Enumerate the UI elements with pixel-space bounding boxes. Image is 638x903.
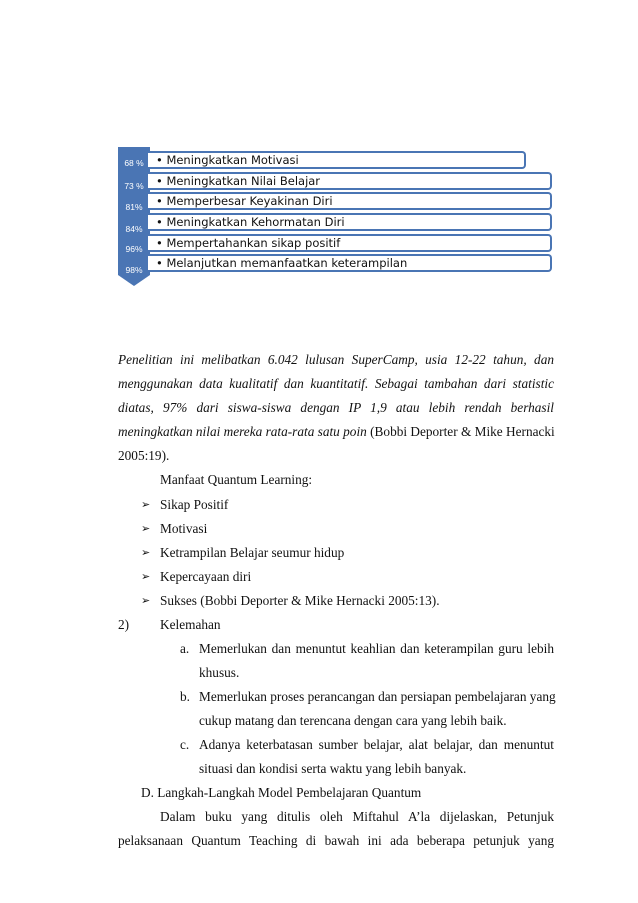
weakness-item-line: cukup matang dan terencana dengan cara yang lebih baik. [199, 713, 507, 728]
weakness-item-line: Memerlukan proses perancangan dan persiapan pembelajaran yang [199, 689, 556, 704]
benefit-item-text: Kepercayaan diri [160, 569, 252, 584]
section-heading: D. Langkah-Langkah Model Pembelajaran Quantum [141, 785, 422, 800]
diagram-row [148, 254, 552, 272]
percentage-label: 81% [125, 202, 143, 212]
diagram-row [148, 213, 552, 231]
benefit-item-text: Motivasi [160, 521, 208, 536]
weakness-item-line: Memerlukan dan menuntut keahlian dan keterampilan guru lebih [199, 641, 554, 656]
weakness-item-line: Adanya keterbatasan sumber belajar, alat belajar, dan menuntut [199, 737, 554, 752]
weakness-item-line: khusus. [199, 665, 240, 680]
diagram-row [148, 234, 552, 252]
diagram-row [148, 151, 526, 169]
benefit-item-text: Ketrampilan Belajar seumur hidup [160, 545, 345, 560]
diagram-row [148, 172, 552, 190]
percentage-bar-arrow [118, 275, 150, 286]
paragraph-line: pelaksanaan Quantum Teaching di bawah ini ada beberapa petunjuk yang [118, 833, 554, 848]
arrow-bullet-icon: ➢ [141, 546, 151, 559]
citation-text: (Bobbi Deporter & Mike Hernacki [366, 424, 555, 439]
benefits-heading: Manfaat Quantum Learning: [160, 472, 313, 487]
percentage-label: 96% [125, 244, 143, 254]
weakness-number: 2) [118, 617, 130, 632]
list-marker: a. [180, 641, 190, 656]
diagram-row-label: • Meningkatkan Kehormatan Diri [156, 215, 345, 229]
paragraph-line: 2005:19). [118, 448, 170, 463]
arrow-bullet-icon: ➢ [141, 570, 151, 583]
arrow-bullet-icon: ➢ [141, 498, 151, 511]
diagram-row-label: • Meningkatkan Motivasi [156, 153, 299, 167]
paragraph-line: Dalam buku yang ditulis oleh Miftahul A’la dijelaskan, Petunjuk [160, 809, 554, 824]
percentage-label: 73 % [124, 181, 144, 191]
paragraph-line: Penelitian ini melibatkan 6.042 lulusan SuperCamp, usia 12-22 tahun, dan [118, 352, 554, 367]
arrow-bullet-icon: ➢ [141, 594, 151, 607]
percentage-label: 68 % [124, 158, 144, 168]
paragraph-line: menggunakan data kualitatif dan kuantitatif. Sebagai tambahan dari statistic [118, 376, 554, 391]
percentage-label: 98% [125, 265, 143, 275]
diagram-row-label: • Melanjutkan memanfaatkan keterampilan [156, 256, 408, 270]
paragraph-line [118, 424, 554, 440]
diagram-row-label: • Meningkatkan Nilai Belajar [156, 174, 321, 188]
weakness-item-line: situasi dan kondisi serta waktu yang lebih banyak. [199, 761, 467, 776]
list-marker: b. [180, 689, 190, 704]
diagram-row-label: • Mempertahankan sikap positif [156, 236, 341, 250]
arrow-bullet-icon: ➢ [141, 522, 151, 535]
percentage-label: 84% [125, 224, 143, 234]
diagram-row-label: • Memperbesar Keyakinan Diri [156, 194, 333, 208]
diagram-row [148, 192, 552, 210]
italic-text: meningkatkan nilai mereka rata-rata satu poin [118, 424, 367, 439]
benefit-item-text: Sukses (Bobbi Deporter & Mike Hernacki 2005:13). [160, 593, 440, 608]
benefit-percentage-diagram [116, 147, 556, 287]
weakness-heading: Kelemahan [160, 617, 221, 632]
paragraph-line: diatas, 97% dari siswa-siswa dengan IP 1,9 atau lebih rendah berhasil [118, 400, 554, 415]
benefit-item-text: Sikap Positif [160, 497, 229, 512]
list-marker: c. [180, 737, 190, 752]
